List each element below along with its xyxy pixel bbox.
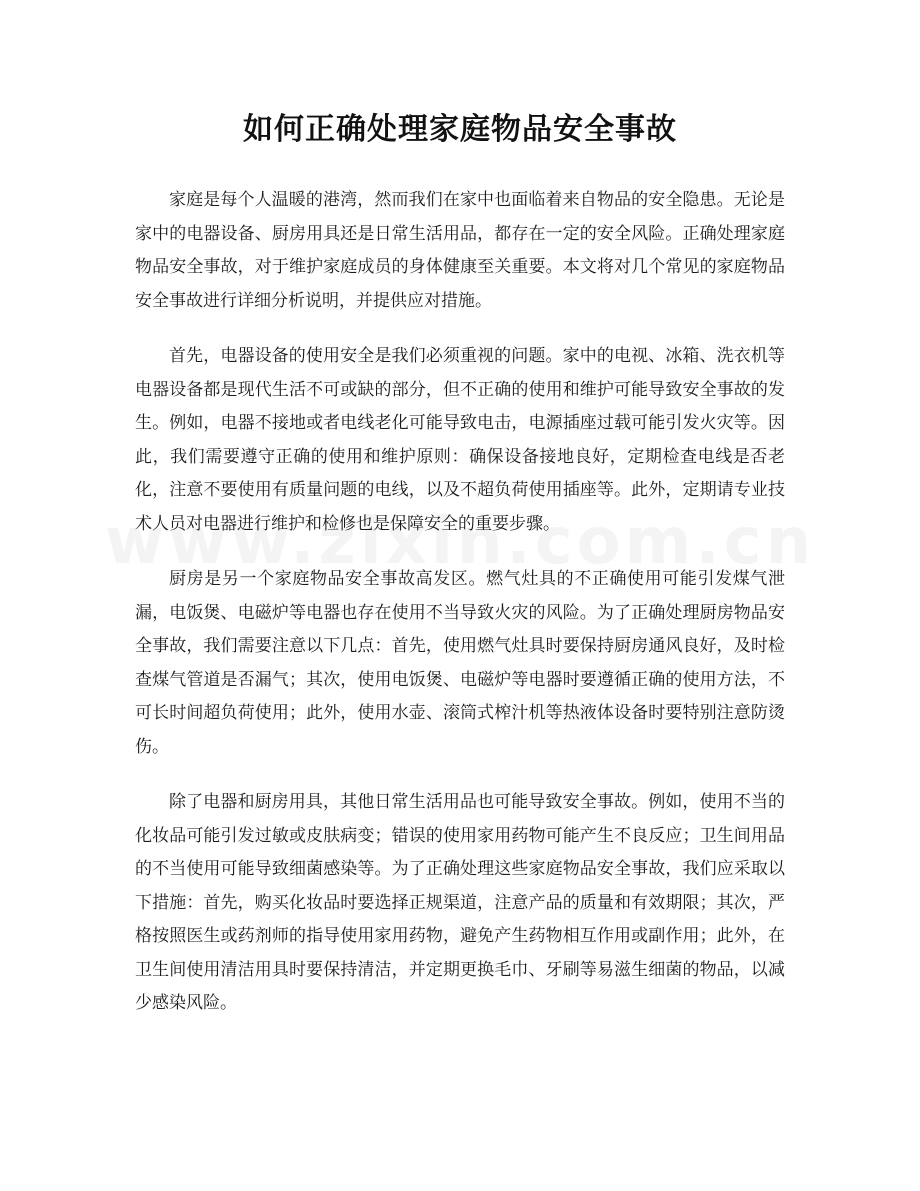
paragraph-kitchen: 厨房是另一个家庭物品安全事故高发区。燃气灶具的不正确使用可能引发煤气泄漏，电饭煲、电磁炉等电器也存在使用不当导致火灾的风险。为了正确处理厨房物品安全事故，我们需要注意以下几点：首先，使用燃气灶具时要保持厨房通风良好，及时检查煤气管道是否漏气；其次，使用电饭煲、电磁炉等电器时要遵循正确的使用方法，不可长时间超负荷使用；此外，使用水壶、滚筒式榨汁机等热液体设备时要特别注意防烫伤。 — [135, 569, 785, 757]
document-body — [135, 184, 785, 1043]
paragraph-electrical: 首先，电器设备的使用安全是我们必须重视的问题。家中的电视、冰箱、洗衣机等电器设备都是现代生活不可或缺的部分，但不正确的使用和维护可能导致安全事故的发生。例如，电器不接地或者电线老化可能导致电击，电源插座过载可能引发火灾等。因此，我们需要遵守正确的使用和维护原则：确保设备接地良好，定期检查电线是否老化，注意不要使用有质量问题的电线，以及不超负荷使用插座等。此外，定期请专业技术人员对电器进行维护和检修也是保障安全的重要步骤。 — [135, 346, 785, 534]
paragraph-intro: 家庭是每个人温暖的港湾，然而我们在家中也面临着来自物品的安全隐患。无论是家中的电器设备、厨房用具还是日常生活用品，都存在一定的安全风险。正确处理家庭物品安全事故，对于维护家庭成员的身体健康至关重要。本文将对几个常见的家庭物品安全事故进行详细分析说明，并提供应对措施。 — [135, 190, 785, 311]
paragraph-daily-goods: 除了电器和厨房用具，其他日常生活用品也可能导致安全事故。例如，使用不当的化妆品可能引发过敏或皮肤病变；错误的使用家用药物可能产生不良反应；卫生间用品的不当使用可能导致细菌感染等。为了正确处理这些家庭物品安全事故，我们应采取以下措施：首先，购买化妆品时要选择正规渠道，注意产品的质量和有效期限；其次，严格按照医生或药剂师的指导使用家用药物，避免产生药物相互作用或副作用；此外，在卫生间使用清洁用具时要保持清洁，并定期更换毛巾、牙刷等易滋生细菌的物品，以减少感染风险。 — [135, 792, 785, 1013]
document-title: 如何正确处理家庭物品安全事故 — [243, 112, 677, 147]
